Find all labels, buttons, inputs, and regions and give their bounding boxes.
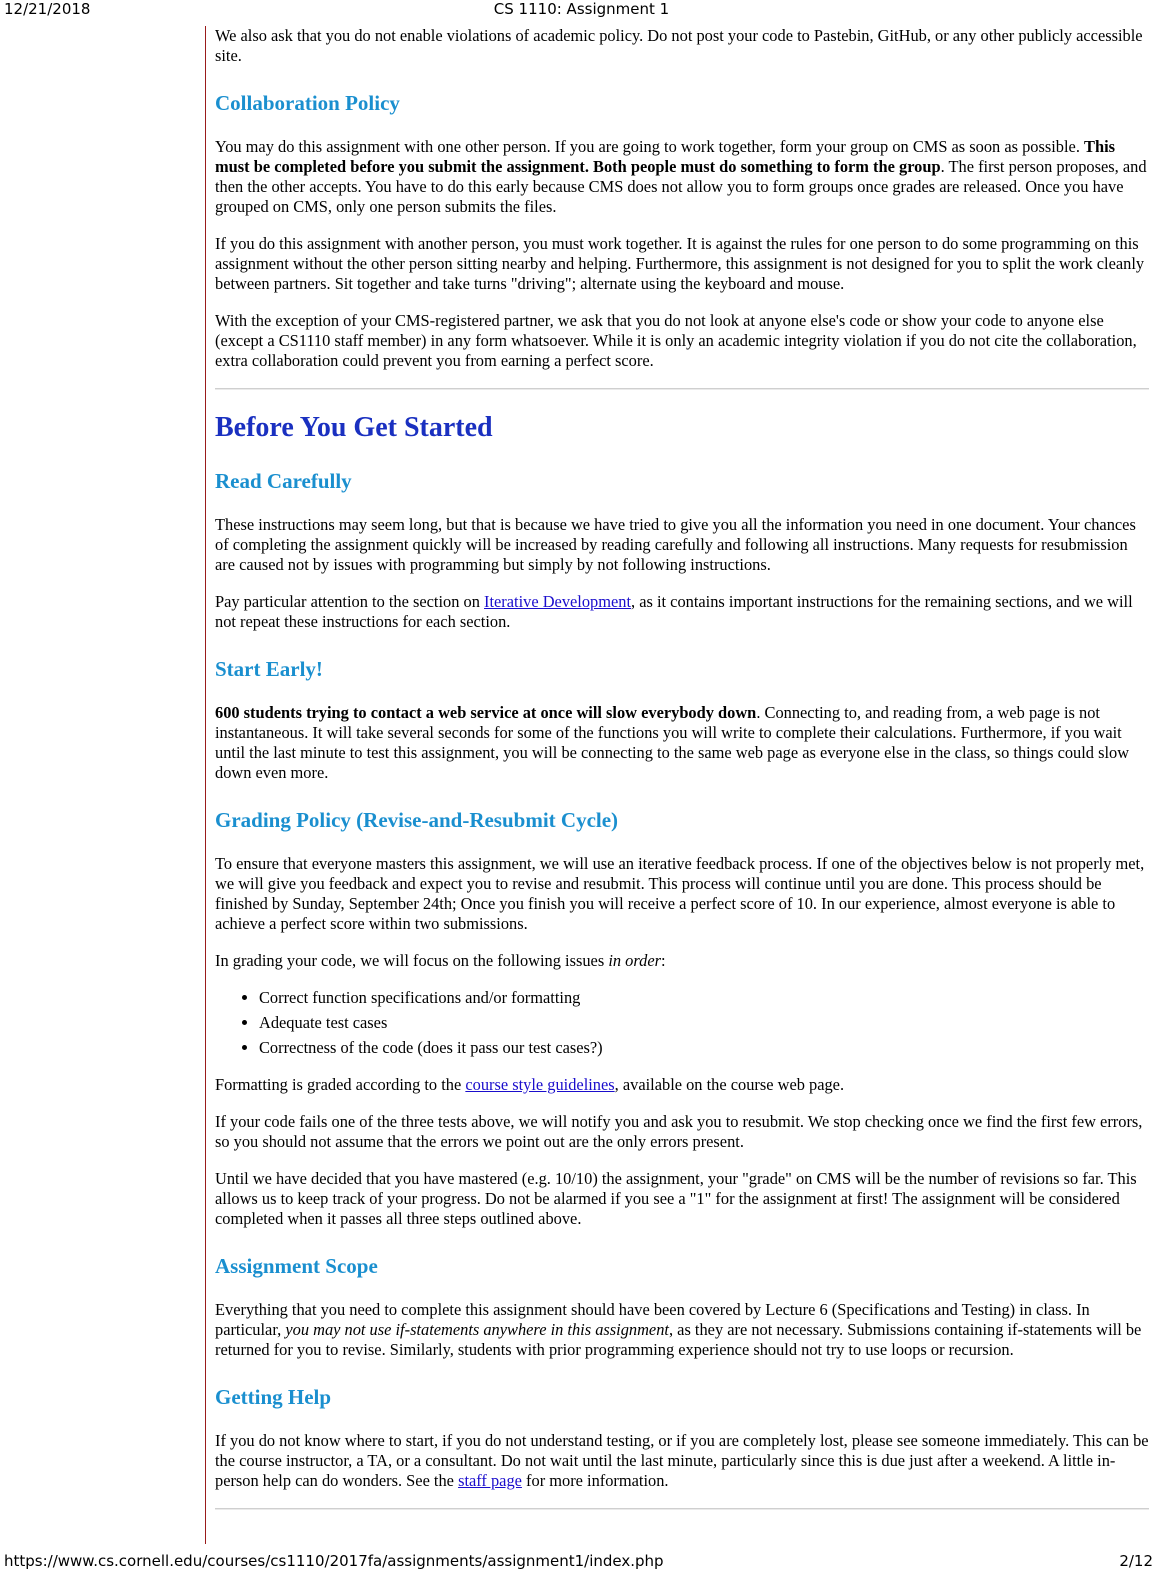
collaboration-paragraph-2: If you do this assignment with another person, you must work together. It is against the rules for one person to do some programming on this assignment without the other person sitting nearby and helping. Furthermore, this assignment is not designed for you to split the work cleanly between partners. Sit together and take turns "driving"; alternate using the keyboard and mouse.	[215, 234, 1145, 293]
collaboration-paragraph-3: With the exception of your CMS-registered partner, we ask that you do not look at anyone else's code or show your code to anyone else (except a CS1110 staff member) in any form whatsoever. While it is only an academic integrity violation if you do not cite the collaboration, extra collaboration could prevent you from earning a perfect score.	[215, 311, 1137, 370]
read-carefully-paragraph-2: Pay particular attention to the section on Iterative Development, as it contains important instructions for the remaining sections, and we will not repeat these instructions for each section.	[215, 592, 1133, 631]
start-early-paragraph: 600 students trying to contact a web service at once will slow everybody down. Connecting to, and reading from, a web page is not instantaneous. It will take several seconds for some of the functions you will write to complete their calculations. Furthermore, if you wait until the last minute to test this assignment, you will be connecting to the same web page as everyone else in the class, so things could slow down even more.	[215, 703, 1130, 782]
print-footer	[0, 1552, 1163, 1572]
page-number: 2/12	[1119, 1552, 1153, 1570]
grading-policy-heading: Grading Policy (Revise-and-Resubmit Cycle)	[215, 808, 619, 832]
print-header	[0, 0, 1163, 20]
group-requirement-bold: This must be completed before you submit the assignment. Both people must do something to form the group	[215, 137, 1116, 176]
list-item: • Correct function specifications and/or formatting	[259, 988, 1149, 1008]
getting-help-heading: Getting Help	[215, 1385, 332, 1409]
staff-page-link[interactable]: staff page	[458, 1471, 522, 1490]
grading-paragraph-2: In grading your code, we will focus on the following issues in order:	[215, 951, 666, 970]
print-title: CS 1110: Assignment 1	[493, 0, 670, 18]
print-url: https://www.cs.cornell.edu/courses/cs1110/2017fa/assignments/assignment1/index.php	[4, 1552, 664, 1570]
style-guidelines-link[interactable]: course style guidelines	[465, 1075, 615, 1094]
list-item: • Correctness of the code (does it pass our test cases?)	[259, 1038, 1149, 1058]
grading-paragraph-1: To ensure that everyone masters this assignment, we will use an iterative feedback process. If one of the objectives below is not properly met, we will give you feedback and expect you to revise and resubmit. This process will continue until you are done. This process should be finished by Sunday, September 24th; Once you finish you will receive a perfect score of 10. In our experience, almost everyone is able to achieve a perfect score within two submissions.	[215, 854, 1145, 933]
sidebar-divider	[205, 26, 206, 1544]
collaboration-heading: Collaboration Policy	[215, 91, 400, 115]
assignment-scope-heading: Assignment Scope	[215, 1254, 378, 1278]
before-started-heading: Before You Get Started	[215, 412, 493, 443]
read-carefully-paragraph-1: These instructions may seem long, but that is because we have tried to give you all the information you need in one document. Your chances of completing the assignment quickly will be increased by reading carefully and following all instructions. Many requests for resubmission are caused not by issues with programming but simply by not following instructions.	[215, 515, 1136, 574]
grading-paragraph-3: Formatting is graded according to the course style guidelines, available on the course web page.	[215, 1075, 845, 1094]
iterative-development-link[interactable]: Iterative Development	[484, 592, 632, 611]
collaboration-paragraph-1: You may do this assignment with one other person. If you are going to work together, form your group on CMS as soon as possible. This must be completed before you submit the assignment. Both people must do something to form the group. The first person proposes, and then the other accepts. You have to do this early because CMS does not allow you to form groups once grades are released. Once you have grouped on CMS, only one person submits the files.	[215, 137, 1147, 216]
read-carefully-heading: Read Carefully	[215, 469, 352, 493]
start-early-heading: Start Early!	[215, 657, 323, 681]
list-item: • Adequate test cases	[259, 1013, 1149, 1033]
grading-paragraph-4: If your code fails one of the three tests above, we will notify you and ask you to resubmit. We stop checking once we find the first few errors, so you should not assume that the errors we point out are the only errors present.	[215, 1112, 1143, 1151]
section-divider	[215, 388, 1149, 390]
help-paragraph: If you do not know where to start, if you do not understand testing, or if you are completely lost, please see someone immediately. This can be the course instructor, a TA, or a consultant. Do not wait until the last minute, particularly since this is due just after a weekend. A little in-person help can do wonders. See the staff page for more information.	[215, 1431, 1149, 1490]
main-content	[215, 26, 1149, 1528]
grading-issues-list	[215, 988, 1149, 1058]
scope-paragraph: Everything that you need to complete this assignment should have been covered by Lecture 6 (Specifications and Testing) in class. In particular, you may not use if-statements anywhere in this assignment, as they are not necessary. Submissions containing if-statements will be returned for you to revise. Similarly, students with prior programming experience should not try to use loops or recursion.	[215, 1300, 1142, 1359]
students-warning-bold: 600 students trying to contact a web service at once will slow everybody down	[215, 703, 757, 722]
section-divider	[215, 1508, 1149, 1510]
print-date: 12/21/2018	[4, 0, 91, 18]
academic-policy-paragraph: We also ask that you do not enable violations of academic policy. Do not post your code to Pastebin, GitHub, or any other publicly accessible site.	[215, 26, 1143, 65]
grading-paragraph-5: Until we have decided that you have mastered (e.g. 10/10) the assignment, your "grade" on CMS will be the number of revisions so far. This allows us to keep track of your progress. Do not be alarmed if you see a "1" for the assignment at first! The assignment will be considered completed when it passes all three steps outlined above.	[215, 1169, 1137, 1228]
